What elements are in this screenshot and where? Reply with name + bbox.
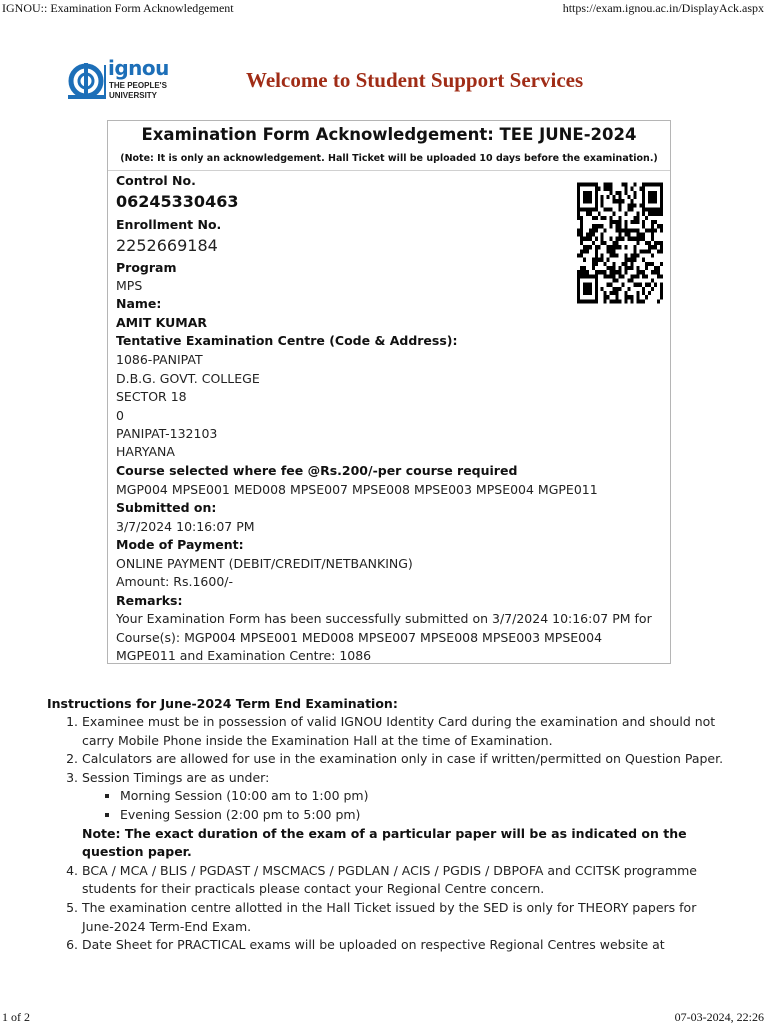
ack-title: Examination Form Acknowledgement: TEE JUNE-2024 — [141, 125, 637, 144]
page-count: 1 of 2 — [2, 1010, 30, 1024]
instructions — [47, 696, 727, 955]
remarks-line: Your Examination Form has been successfully submitted on 3/7/2024 10:16:07 PM for — [116, 611, 652, 626]
session-item: ▪ Morning Session (10:00 am to 1:00 pm) — [120, 787, 727, 806]
divider — [108, 170, 670, 171]
instruction-item: 4. BCA / MCA / BLIS / PGDAST / MSCMACS / PGDLAN / ACIS / PGDIS / DBPOFA and CCITSK programme students for their practicals please contact your Regional Centre concern. — [82, 862, 727, 899]
print-header-title: IGNOU:: Examination Form Acknowledgement — [2, 1, 234, 15]
qr-code-icon — [576, 181, 664, 305]
program-value: MPS — [116, 278, 143, 293]
instruction-text: Session Timings are as under: — [82, 769, 270, 785]
instruction-item: 1. Examinee must be in possession of valid IGNOU Identity Card during the examination and should not carry Mobile Phone inside the Examination Hall at the time of Examination. — [82, 713, 727, 750]
name-value: AMIT KUMAR — [116, 315, 207, 330]
centre-label: Tentative Examination Centre (Code & Address): — [116, 333, 458, 348]
control-value: 06245330463 — [116, 192, 239, 211]
name-label: Name: — [116, 296, 162, 311]
enrollment-value: 2252669184 — [116, 236, 218, 255]
payment-value: ONLINE PAYMENT (DEBIT/CREDIT/NETBANKING) — [116, 556, 413, 571]
remarks-line: MGPE011 and Examination Centre: 1086 — [116, 648, 372, 663]
logo-tagline-2: UNIVERSITY — [109, 91, 158, 100]
instructions-title: Instructions for June-2024 Term End Examination: — [47, 696, 398, 711]
instruction-item: 6. Date Sheet for PRACTICAL exams will be uploaded on respective Regional Centres website at — [82, 936, 727, 955]
centre-line: 1086-PANIPAT — [116, 352, 203, 367]
course-label: Course selected where fee @Rs.200/-per course required — [116, 463, 518, 478]
centre-line: PANIPAT-132103 — [116, 426, 218, 441]
ignou-emblem-icon — [66, 59, 106, 103]
centre-line: SECTOR 18 — [116, 389, 187, 404]
remarks-line: Course(s): MGP004 MPSE001 MED008 MPSE007 MPSE008 MPSE003 MPSE004 — [116, 630, 603, 645]
instructions-list — [47, 713, 727, 955]
submitted-value: 3/7/2024 10:16:07 PM — [116, 519, 255, 534]
course-value: MGP004 MPSE001 MED008 MPSE007 MPSE008 MPSE003 MPSE004 MGPE011 — [116, 482, 598, 497]
instruction-item: 2. Calculators are allowed for use in the examination only in case if written/permitted on Question Paper. — [82, 750, 727, 769]
amount-value: Amount: Rs.1600/- — [116, 574, 234, 589]
acknowledgement-card — [107, 120, 671, 664]
submitted-label: Submitted on: — [116, 500, 217, 515]
session-item: ▪ Evening Session (2:00 pm to 5:00 pm) — [120, 806, 727, 825]
print-timestamp: 07-03-2024, 22:26 — [674, 1010, 764, 1024]
logo-wordmark: ignou — [108, 56, 169, 80]
instruction-item — [82, 769, 727, 862]
centre-line: HARYANA — [116, 444, 175, 459]
centre-line: D.B.G. GOVT. COLLEGE — [116, 371, 260, 386]
control-label: Control No. — [116, 173, 196, 188]
welcome-heading: Welcome to Student Support Services — [246, 68, 584, 92]
payment-label: Mode of Payment: — [116, 537, 244, 552]
logo-tagline-1: THE PEOPLE'S — [109, 81, 167, 90]
remarks-label: Remarks: — [116, 593, 183, 608]
print-header — [0, 1, 768, 17]
centre-line: 0 — [116, 408, 124, 423]
ignou-logo — [66, 57, 170, 105]
program-label: Program — [116, 260, 177, 275]
session-list — [82, 787, 727, 824]
print-header-url: https://exam.ignou.ac.in/DisplayAck.aspx — [562, 1, 764, 15]
duration-note: Note: The exact duration of the exam of a particular paper will be as indicated on the question paper. — [82, 825, 687, 860]
enrollment-label: Enrollment No. — [116, 217, 222, 232]
instruction-item: 5. The examination centre allotted in the Hall Ticket issued by the SED is only for THEORY papers for June-2024 Term-End Exam. — [82, 899, 727, 936]
ack-note: (Note: It is only an acknowledgement. Hall Ticket will be uploaded 10 days before the examination.) — [120, 153, 658, 164]
